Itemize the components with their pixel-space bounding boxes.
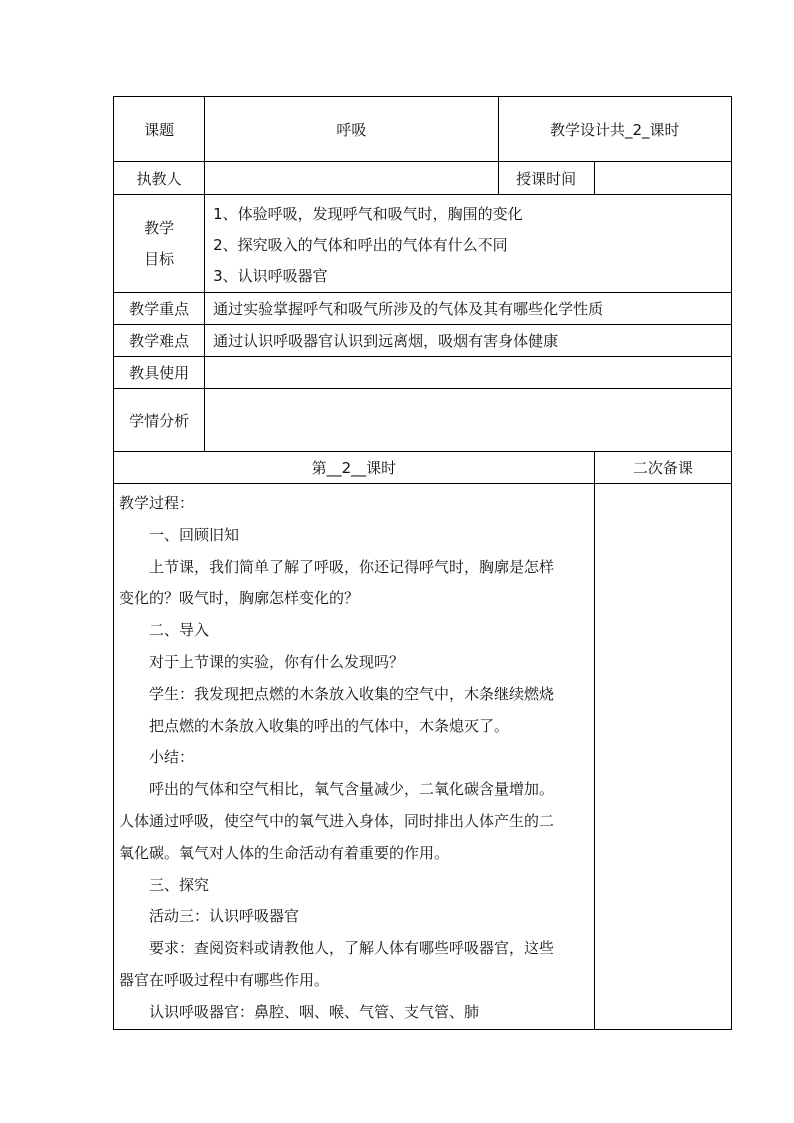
process-line: 小结： [149, 748, 195, 767]
process-line: 对于上节课的实验，你有什么发现吗？ [149, 652, 405, 671]
topic-label: 课题 [114, 97, 205, 162]
goals-label-line-1: 教学 [144, 218, 175, 237]
lesson-plan-table [113, 96, 732, 1030]
process-line: 把点燃的木条放入收集的呼出的气体中，木条熄灭了。 [149, 716, 510, 735]
topic-row [114, 97, 732, 162]
process-row [114, 484, 732, 1030]
teacher-label: 执教人 [114, 162, 205, 195]
goals-row [114, 195, 732, 293]
class-time-label: 授课时间 [498, 162, 594, 195]
goals-label-line-2: 目标 [144, 249, 175, 268]
process-line: 学生：我发现把点燃的木条放入收集的空气中，木条继续燃烧 [149, 684, 555, 703]
process-line: 氧化碳。氧气对人体的生命活动有着重要的作用。 [119, 843, 450, 862]
analysis-row [114, 389, 732, 452]
difficulty-label: 教学难点 [114, 325, 205, 357]
tools-row [114, 357, 732, 389]
goal-item: 1、体验呼吸，发现呼气和吸气时，胸围的变化 [213, 205, 523, 223]
teacher-value [205, 162, 498, 195]
key-point-value: 通过实验掌握呼气和吸气所涉及的气体及其有哪些化学性质 [205, 293, 732, 325]
process-line: 人体通过呼吸，使空气中的氧气进入身体，同时排出人体产生的二 [119, 811, 555, 830]
process-line: 变化的？吸气时，胸廓怎样变化的？ [119, 589, 360, 608]
key-point-row [114, 293, 732, 325]
process-line: 上节课，我们简单了解了呼吸，你还记得呼气时，胸廓是怎样 [149, 557, 555, 576]
process-line: 呼出的气体和空气相比，氧气含量减少，二氧化碳含量增加。 [149, 780, 555, 799]
goals-list [205, 195, 732, 293]
analysis-label: 学情分析 [114, 389, 205, 452]
session-label: 第__2__课时 [114, 452, 595, 484]
difficulty-value: 通过认识呼吸器官认识到远离烟，吸烟有害身体健康 [205, 325, 732, 357]
teacher-row [114, 162, 732, 195]
process-line: 活动三：认识呼吸器官 [149, 907, 300, 926]
key-point-label: 教学重点 [114, 293, 205, 325]
difficulty-row [114, 325, 732, 357]
topic-value: 呼吸 [205, 97, 498, 162]
process-line: 器官在呼吸过程中有哪些作用。 [119, 970, 330, 989]
process-line: 要求：查阅资料或请教他人，了解人体有哪些呼吸器官，这些 [149, 939, 555, 958]
analysis-value [205, 389, 732, 452]
second-prep-notes [594, 484, 731, 1030]
process-line: 二、导入 [149, 621, 210, 640]
process-line: 三、探究 [149, 875, 210, 894]
goals-label [114, 195, 205, 293]
class-time-value [594, 162, 731, 195]
tools-value [205, 357, 732, 389]
process-line: 一、回顾旧知 [149, 525, 240, 544]
session-row [114, 452, 732, 484]
goal-item: 2、探究吸入的气体和呼出的气体有什么不同 [213, 236, 508, 254]
process-heading: 教学过程： [119, 494, 195, 512]
design-sessions: 教学设计共_2_课时 [498, 97, 731, 162]
second-prep-label: 二次备课 [594, 452, 731, 484]
tools-label: 教具使用 [114, 357, 205, 389]
process-line: 认识呼吸器官：鼻腔、咽、喉、气管、支气管、肺 [149, 1002, 480, 1021]
process-content [114, 484, 595, 1030]
goal-item: 3、认识呼吸器官 [213, 267, 328, 285]
